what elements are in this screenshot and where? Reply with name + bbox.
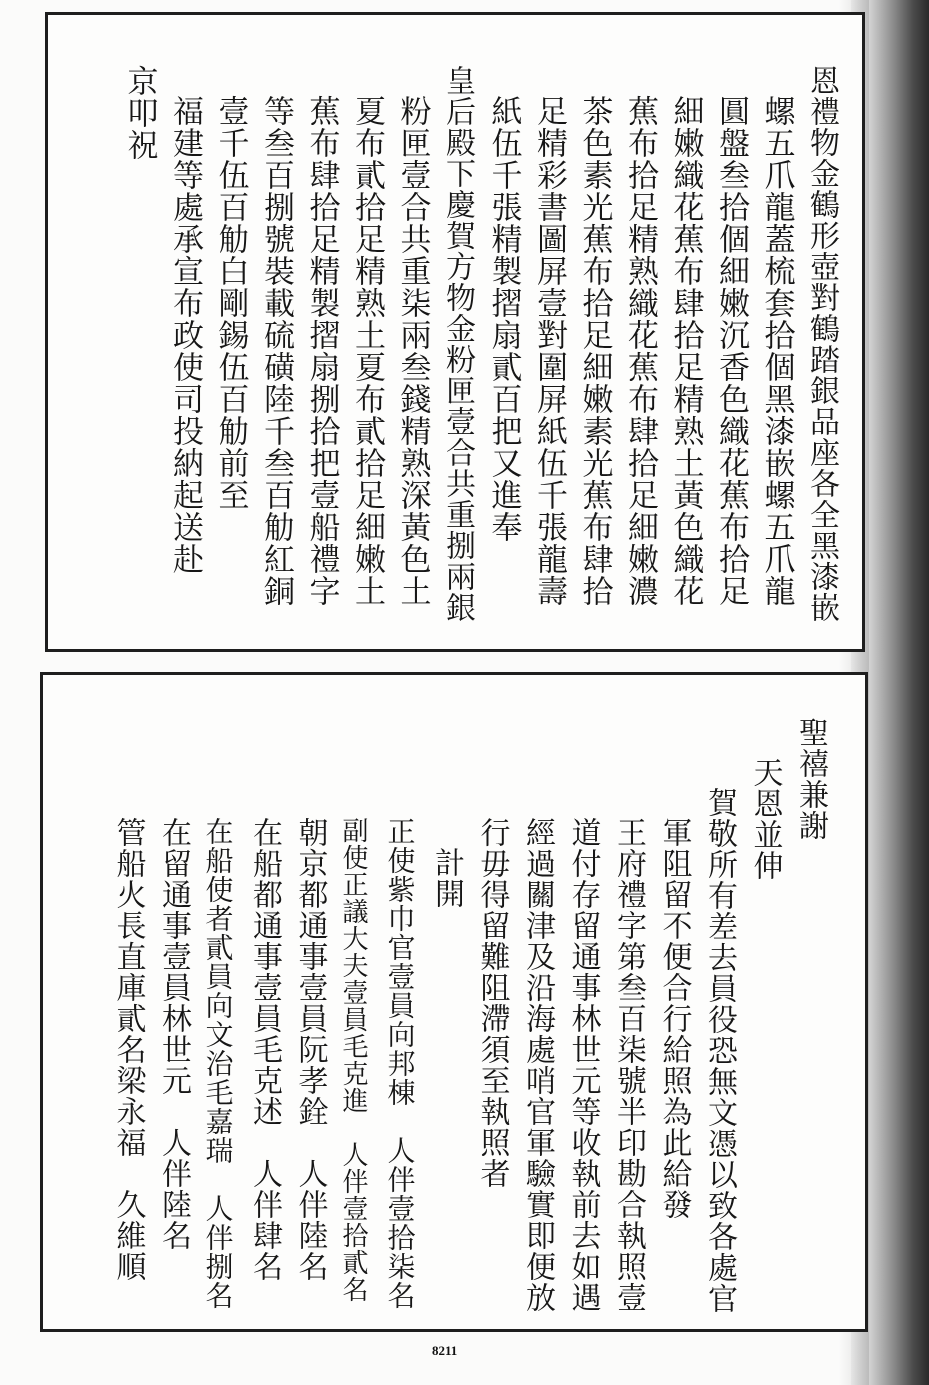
top-columns (48, 15, 862, 649)
top-text-block (45, 12, 865, 652)
text-column: 管船火長直庫貳名梁永福 久維順 (110, 817, 146, 1282)
text-column: 副使正議大夫壹員毛克進 人伴壹拾貳名 (338, 817, 368, 1303)
text-column: 等叁百捌號裝載硫磺陸千叁百觔紅銅 (258, 95, 294, 607)
text-column: 王府禮字第叁百柒號半印勘合執照壹 (611, 817, 646, 1313)
text-column: 賀敬所有差去員役恐無文憑以致各處官 (702, 787, 737, 1314)
page-number: 8211 (432, 1343, 458, 1358)
text-column: 紙伍千張精製摺扇貳百把又進奉 (485, 95, 522, 543)
text-column: 軍阻留不便合行給照為此給發 (656, 817, 692, 1220)
text-column: 計開 (429, 847, 464, 909)
text-column: 夏布貳拾足精熟土夏布貳拾足細嫩土 (349, 95, 385, 607)
text-column: 經過關津及沿海處哨官軍驗實即便放 (520, 817, 555, 1313)
text-column: 足精彩書圖屏壹對圍屏紙伍千張龍壽 (531, 95, 567, 607)
text-column: 在留通事壹員林世元 人伴陸名 (156, 817, 191, 1251)
text-column: 朝京都通事壹員阮孝銓 人伴陸名 (292, 817, 328, 1282)
text-column: 行毋得留難阻滯須至執照者 (474, 817, 510, 1189)
text-column: 正使紫巾官壹員向邦棟 人伴壹拾柒名 (383, 817, 417, 1310)
bottom-text-block (40, 672, 868, 1332)
text-column: 道付存留通事林世元等收執前去如遇 (565, 817, 601, 1313)
text-column: 在船使者貳員向文治毛嘉瑞 人伴捌名 (201, 817, 235, 1310)
bottom-columns (43, 675, 865, 1329)
text-column: 在船都通事壹員毛克述 人伴肆名 (247, 817, 282, 1282)
text-column: 天恩並伸 (747, 757, 783, 881)
text-column: 蕉布肆拾足精製摺扇捌拾把壹船禮字 (303, 95, 340, 607)
text-column: 茶色素光蕉布拾足細嫩素光蕉布肆拾 (576, 95, 613, 607)
text-column: 壹千伍百觔白剛錫伍百觔前至 (212, 95, 249, 511)
text-column: 粉匣壹合共重柒兩叁錢精熟深黃色土 (394, 95, 431, 607)
text-column: 螺五爪龍蓋梳套拾個黑漆嵌螺五爪龍 (758, 95, 795, 607)
text-column: 恩禮物金鶴形壺對鶴踏銀品座各全黑漆嵌 (804, 65, 839, 623)
text-column: 圓盤叁拾個細嫩沉香色織花蕉布拾足 (713, 95, 749, 607)
text-column: 細嫩織花蕉布肆拾足精熟土黃色織花 (667, 95, 704, 607)
text-column: 聖禧兼謝 (793, 717, 828, 841)
text-column: 京叩祝 (121, 65, 158, 161)
text-column: 福建等處承宣布政使司投納起送赴 (167, 95, 203, 575)
text-column: 蕉布拾足精熟織花蕉布肆拾足細嫩濃 (622, 95, 658, 607)
text-column: 皇后殿下慶賀方物金粉匣壹合共重捌兩銀 (440, 65, 475, 623)
